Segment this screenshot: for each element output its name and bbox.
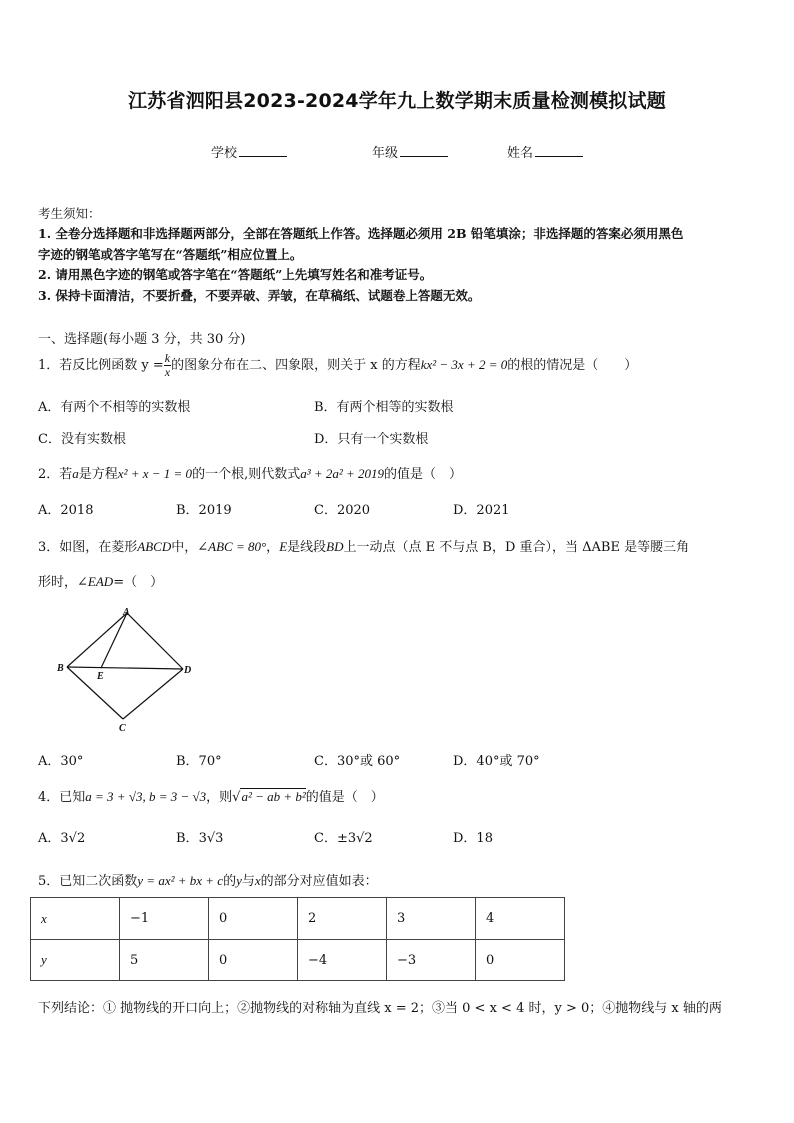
q4-option-a[interactable]: A．3√2 — [38, 831, 86, 846]
school-field[interactable] — [211, 142, 287, 161]
question-3: 3．如图，在菱形ABCD中，∠ABC = 80°，E是线段BD上一动点（点 E 不与点 B，D 重合），当 ΔABE 是等腰三角 — [38, 539, 690, 555]
label-e: E — [97, 671, 104, 682]
q1-text: 的图象分布在二、四象限，则关于 x 的方程 — [171, 358, 421, 373]
question-5: 5．已知二次函数y = ax² + bx + c的y与x的部分对应值如表： — [38, 873, 378, 889]
side-ab — [67, 613, 127, 667]
q4-option-d[interactable]: D．18 — [453, 831, 493, 846]
q3-option-b[interactable]: B．70° — [176, 754, 222, 769]
q1-option-a[interactable]: A．有两个不相等的实数根 — [38, 400, 191, 415]
question-3-cont: 形时，∠EAD=（ ） — [38, 574, 164, 590]
grade-label: 年级 — [372, 146, 399, 161]
section-heading: 一、选择题(每小题 3 分，共 30 分) — [38, 332, 246, 347]
q4-option-b[interactable]: B．3√3 — [176, 831, 224, 846]
q1-stem: 1．若反比例函数 y = — [38, 358, 164, 373]
table-row-y — [31, 940, 565, 981]
table-cell: −3 — [387, 940, 476, 981]
table-row-x — [31, 898, 565, 940]
table-cell: 0 — [476, 940, 565, 981]
label-b: B — [57, 663, 64, 674]
side-ad — [127, 613, 183, 669]
question-1 — [38, 352, 637, 379]
label-c: C — [119, 723, 126, 734]
name-label: 姓名 — [507, 146, 534, 161]
table-cell: 4 — [476, 898, 565, 940]
q1-equation: kx² − 3x + 2 = 0 — [420, 357, 508, 372]
q2-option-d[interactable]: D．2021 — [453, 503, 510, 518]
label-a: A — [123, 607, 130, 618]
rhombus-figure — [55, 605, 205, 735]
q1-end: 的根的情况是（ ） — [507, 358, 638, 373]
school-label: 学校 — [211, 146, 238, 161]
notice-line-3: 3. 保持卡面清洁，不要折叠，不要弄破、弄皱，在草稿纸、试题卷上答题无效。 — [38, 288, 481, 303]
name-field[interactable] — [507, 142, 583, 161]
q1-option-b[interactable]: B．有两个相等的实数根 — [314, 400, 454, 415]
table-cell: x — [31, 898, 120, 940]
table-cell: 5 — [120, 940, 209, 981]
notice-line-1b: 字迹的钢笔或答字笔写在“答题纸”相应位置上。 — [38, 247, 303, 262]
label-d: D — [184, 665, 192, 676]
notice-heading: 考生须知： — [38, 206, 101, 221]
notice-line-1: 1. 全卷分选择题和非选择题两部分，全部在答题纸上作答。选择题必须用 2B 铅笔填涂；非选择题的答案必须用黑色 — [38, 226, 684, 241]
grade-blank[interactable] — [400, 144, 448, 157]
notice-line-2: 2. 请用黑色字迹的钢笔或答字笔在“答题纸”上先填写姓名和准考证号。 — [38, 267, 433, 282]
q1-option-c[interactable]: C．没有实数根 — [38, 432, 126, 447]
q1-fraction: $\frac{k}{x}$ — [164, 351, 171, 379]
table-cell: 0 — [209, 940, 298, 981]
q3-option-a[interactable]: A．30° — [38, 754, 84, 769]
side-cd — [123, 669, 183, 719]
q2-option-b[interactable]: B．2019 — [176, 503, 232, 518]
name-blank[interactable] — [535, 144, 583, 157]
segment-ae — [101, 613, 127, 668]
question-2: 2．若a是方程x² + x − 1 = 0的一个根,则代数式a³ + 2a² + 2019的值是（ ） — [38, 466, 463, 482]
side-bc — [67, 667, 123, 719]
q4-option-c[interactable]: C．±3√2 — [314, 831, 373, 846]
q2-option-c[interactable]: C．2020 — [314, 503, 371, 518]
q3-option-c[interactable]: C．30°或 60° — [314, 754, 401, 769]
table-cell: −4 — [298, 940, 387, 981]
table-cell: 3 — [387, 898, 476, 940]
q3-option-d[interactable]: D．40°或 70° — [453, 754, 540, 769]
table-cell: 0 — [209, 898, 298, 940]
school-blank[interactable] — [239, 144, 287, 157]
q5-conclusions: 下列结论：① 抛物线的开口向上；②抛物线的对称轴为直线 x = 2；③当 0 < x < 4 时，y > 0；④抛物线与 x 轴的两 — [38, 1001, 722, 1016]
q2-option-a[interactable]: A．2018 — [38, 503, 94, 518]
value-table — [30, 897, 565, 981]
table-cell: 2 — [298, 898, 387, 940]
question-4: 4．已知a = 3 + √3, b = 3 − √3，则√a² − ab + b²的值是（ ） — [38, 789, 384, 805]
diagonal-bd — [67, 667, 183, 669]
q1-option-d[interactable]: D．只有一个实数根 — [314, 432, 429, 447]
table-cell: y — [31, 940, 120, 981]
table-cell: −1 — [120, 898, 209, 940]
page-title: 江苏省泗阳县2023-2024学年九上数学期末质量检测模拟试题 — [128, 90, 666, 112]
grade-field[interactable] — [372, 142, 448, 161]
